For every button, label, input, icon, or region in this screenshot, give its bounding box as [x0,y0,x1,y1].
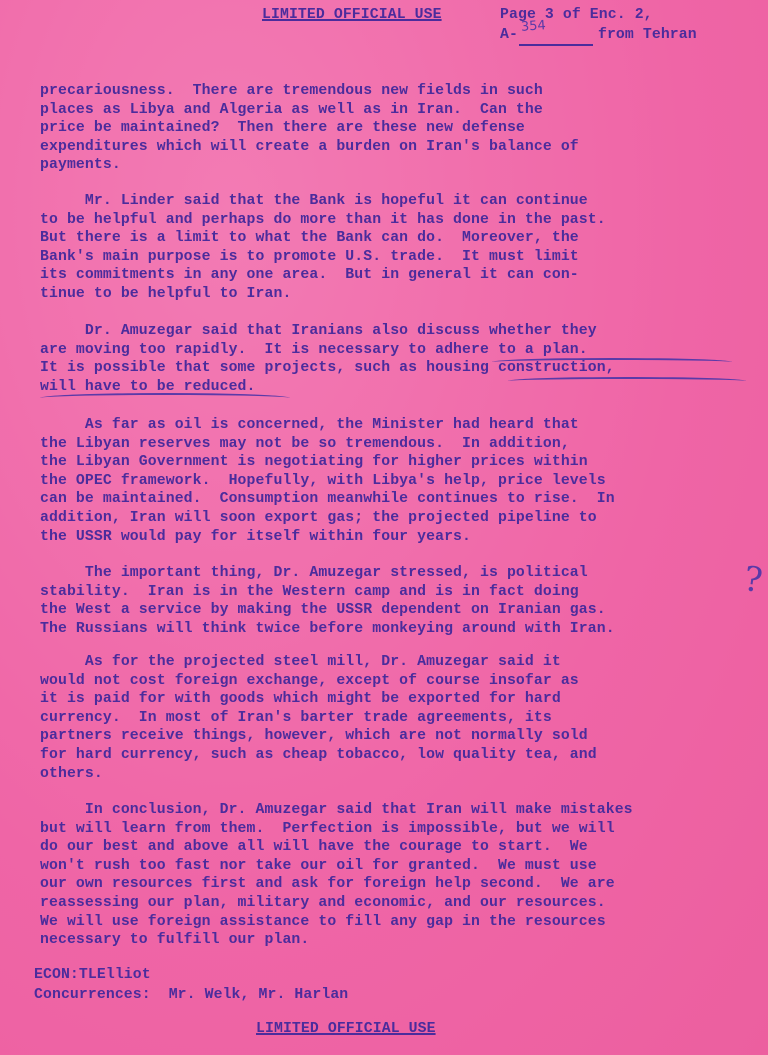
page-reference: Page 3 of Enc. 2, [500,7,653,23]
paragraph-2 [40,192,606,304]
text-line: stability. Iran is in the Western camp and is in fact doing [40,583,579,600]
text-line: currency. In most of Iran's barter trade agreements, its [40,709,552,726]
text-line: to be helpful and perhaps do more than it has done in the past. [40,211,606,228]
text-line: its commitments in any one area. But in general it can con- [40,267,579,284]
paragraph-4 [40,416,615,546]
text-line: won't rush too fast nor take our oil for granted. We must use [40,857,597,874]
text-line: The important thing, Dr. Amuzegar stressed, is political [40,565,588,581]
text-line: the Libyan reserves may not be so tremendous. In addition, [40,435,570,452]
text-line: the West a service by making the USSR dependent on Iranian gas. [40,602,606,619]
text-line: for hard currency, such as cheap tobacco, low quality tea, and [40,746,597,763]
handwritten-underline-adhere [492,358,732,366]
text-line: our own resources first and ask for foreign help second. We are [40,876,615,893]
drafter-line: ECON:TLElliot [34,967,151,983]
text-line: places as Libya and Algeria as well as in Iran. Can the [40,101,543,118]
text-line: expenditures which will create a burden on Iran's balance of [40,138,579,155]
paragraph-7 [40,801,633,950]
text-line: The Russians will think twice before monkeying around with Iran. [40,620,615,637]
paragraph-5 [40,564,615,638]
text-line: partners receive things, however, which are not normally sold [40,728,588,745]
airgram-blank-line [519,44,593,46]
text-line: are moving too rapidly. It is necessary to adhere to a plan. [40,341,588,358]
text-line: will have to be reduced. [40,378,256,395]
text-line: would not cost foreign exchange, except of course insofar as [40,672,579,689]
paragraph-1 [40,82,579,175]
text-line: reassessing our plan, military and economic, and our resources. [40,894,606,911]
concurrences-line: Concurrences: Mr. Welk, Mr. Harlan [34,987,349,1003]
text-line: In conclusion, Dr. Amuzegar said that Iran will make mistakes [40,802,633,818]
header-classification: LIMITED OFFICIAL USE [262,7,442,23]
text-line: but will learn from them. Perfection is impossible, but we will [40,820,615,837]
handwritten-airgram-number: 354 [520,18,547,35]
text-line: price be maintained? Then there are these new defense [40,120,525,137]
text-line: payments. [40,157,121,174]
airgram-suffix: from Tehran [597,27,697,43]
text-line: it is paid for with goods which might be exported for hard [40,691,561,708]
footer-classification: LIMITED OFFICIAL USE [256,1021,436,1037]
airgram-prefix: A- [500,27,518,43]
text-line: necessary to fulfill our plan. [40,932,310,949]
text-line: the Libyan Government is negotiating for higher prices within [40,454,588,471]
text-line: others. [40,765,103,782]
text-line: tinue to be helpful to Iran. [40,285,292,302]
text-line: As far as oil is concerned, the Minister had heard that [40,417,579,433]
text-line: Bank's main purpose is to promote U.S. trade. It must limit [40,248,579,265]
text-line: can be maintained. Consumption meanwhile continues to rise. In [40,491,615,508]
text-line: the OPEC framework. Hopefully, with Libya's help, price levels [40,472,606,489]
text-line: As for the projected steel mill, Dr. Amuzegar said it [40,654,561,670]
text-line: addition, Iran will soon export gas; the projected pipeline to [40,509,597,526]
paragraph-6 [40,653,597,783]
handwritten-underline-reduced [40,393,290,403]
text-line: Dr. Amuzegar said that Iranians also discuss whether they [40,323,597,339]
text-line: But there is a limit to what the Bank can do. Moreover, the [40,230,579,247]
margin-question-mark: ? [741,558,765,602]
text-line: We will use foreign assistance to fill any gap in the resources [40,913,606,930]
text-line: the USSR would pay for itself within four years. [40,528,472,545]
text-line: do our best and above all will have the courage to start. We [40,839,588,856]
text-line: precariousness. There are tremendous new fields in such [40,83,543,99]
text-line: It is possible that some projects, such as housing construction, [40,360,615,377]
handwritten-underline-housing [508,377,746,385]
text-line: Mr. Linder said that the Bank is hopeful it can continue [40,193,588,209]
